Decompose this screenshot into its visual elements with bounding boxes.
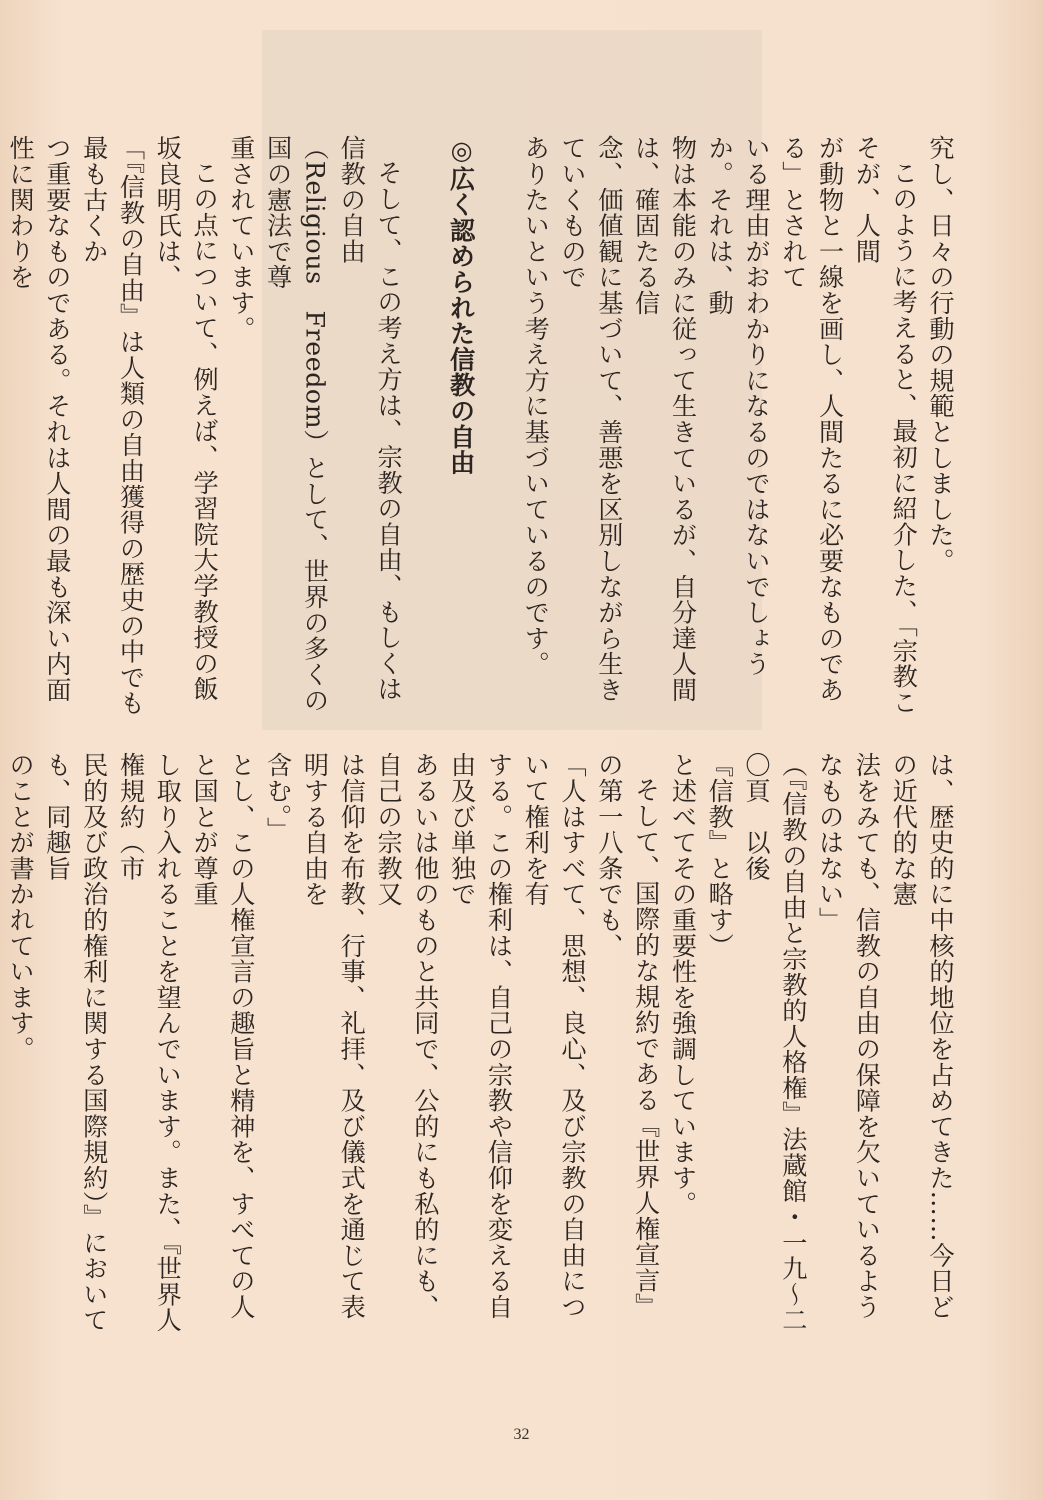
text-line: する。この権利は、自己の宗教や信仰を変える自由及び単独で (447, 752, 514, 1320)
text-line: いる理由がおわかりになるのではないでしょうか。それは、動 (705, 135, 772, 677)
text-line: 『信教』と略す） (705, 752, 735, 959)
text-line: このように考えると、最初に紹介した、「宗教こそが、人間 (852, 135, 919, 716)
text-line: 法をみても、信教の自由の保障を欠いているようなものはない」 (815, 752, 882, 1320)
text-line: つ重要なものである。それは人間の最も深い内面性に関わりを (6, 135, 72, 703)
text-line: この点について、例えば、学習院大学教授の飯坂良明氏は、 (153, 135, 220, 702)
text-line: は、歴史的に中核的地位を占めてきた……今日どの近代的な憲 (889, 752, 955, 1320)
text-line (0, 135, 1, 725)
page-number: 32 (513, 1426, 530, 1443)
upper-text-column (6, 135, 958, 725)
text-line (0, 752, 1, 1342)
text-line: が動物と一線を画し、人間たるに必要なものである」とされて (778, 135, 845, 703)
text-line: と述べてその重要性を強調しています。 (668, 752, 698, 1217)
text-line: 民的及び政治的権利に関する国際規約）』においても、同趣旨 (42, 752, 109, 1333)
section-heading: ◎広く認められた信教の自由 (446, 135, 477, 476)
blank-line (480, 135, 517, 725)
text-line: 重されています。 (226, 135, 256, 342)
lower-text-column (6, 752, 958, 1342)
text-line: 究し、日々の行動の規範としました。 (926, 135, 955, 574)
text-line: 「『信教の自由』は人類の自由獲得の歴史の中でも最も古くか (79, 135, 146, 716)
text-line: そして、この考え方は、宗教の自由、もしくは信教の自由 (337, 135, 404, 702)
text-line: 物は本能のみに従って生きているが、自分達人間は、確固たる信 (631, 135, 698, 703)
text-line: （Religious Freedom）として、世界の多くの国の憲法で尊 (263, 135, 330, 713)
text-line: のことが書かれています。 (6, 752, 36, 1062)
text-line: あるいは他のものと共同で、公的にも私的にも、自己の宗教又 (374, 752, 440, 1320)
blank-line (406, 135, 443, 725)
text-line: 含む。」 (263, 752, 293, 843)
text-line: そして、国際的な規約である『世界人権宣言』の第一八条でも、 (594, 752, 661, 1319)
text-line: し取り入れることを望んでいます。また、『世界人権規約（市 (116, 752, 183, 1333)
text-line: 念、価値観に基づいて、善悪を区別しながら生きていくもので (558, 135, 624, 703)
text-line: 「人はすべて、思想、良心、及び宗教の自由について権利を有 (521, 752, 588, 1320)
text-line: は信仰を布教、行事、礼拝、及び儀式を通じて表明する自由を (300, 752, 367, 1320)
text-line: （『信教の自由と宗教的人格権』法蔵館・一九～二〇頁 以後 (742, 752, 808, 1333)
text-line: とし、この人権宣言の趣旨と精神を、すべての人と国とが尊重 (190, 752, 256, 1320)
text-line: ありたいという考え方に基づいているのです。 (521, 135, 551, 677)
